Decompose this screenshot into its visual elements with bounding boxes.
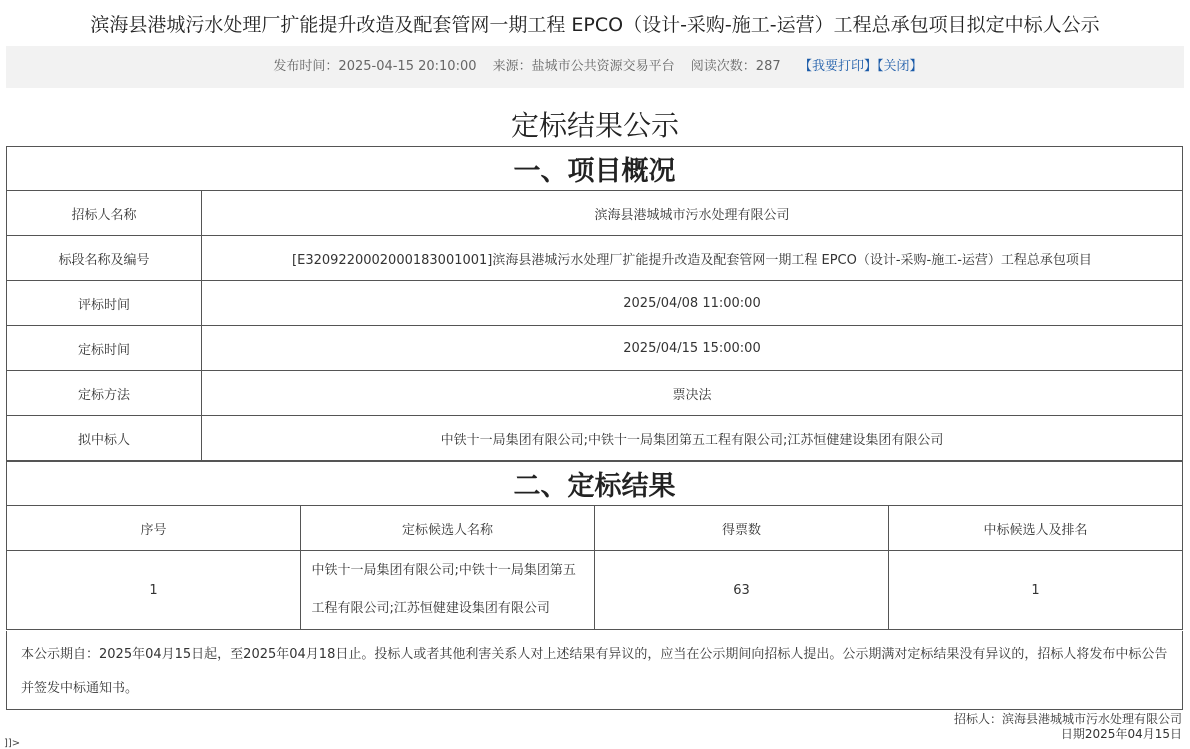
cell-candidate (301, 551, 595, 630)
table-row (7, 191, 1183, 236)
cell-votes: 63 (595, 551, 889, 630)
row-label: 拟中标人 (7, 416, 202, 461)
table-row (7, 371, 1183, 416)
candidate-name: 中铁十一局集团有限公司;中铁十一局集团第五工程有限公司;江苏恒健建设集团有限公司 (311, 563, 576, 616)
column-header: 中标候选人及排名 (889, 506, 1183, 551)
cell-rank: 1 (889, 551, 1183, 630)
section-heading: 二、定标结果 (7, 462, 1183, 506)
table-row (7, 416, 1183, 461)
table-row (7, 281, 1183, 326)
row-value: 票决法 (202, 371, 1183, 416)
column-header: 定标候选人名称 (301, 506, 595, 551)
page-title: 滨海县港城污水处理厂扩能提升改造及配套管网一期工程 EPCO（设计-采购-施工-运营）工程总承包项目拟定中标人公示 (90, 14, 1100, 36)
publicity-notice: 本公示期自：2025年04月15日起，至2025年04月18日止。投标人或者其他利害关系人对上述结果有异议的，应当在公示期间向招标人提出。公示期满对定标结果没有异议的，招标人将发布中标公告并签发中标通知书。 (6, 631, 1183, 710)
tenderer-signature: 招标人：滨海县港城城市污水处理有限公司 (953, 712, 1182, 726)
row-label: 定标方法 (7, 371, 202, 416)
document-title: 定标结果公示 (510, 109, 679, 142)
table-header-row (7, 506, 1183, 551)
row-value: [E3209220002000183001001]滨海县港城污水处理厂扩能提升改造及配套管网一期工程 EPCO（设计-采购-施工-运营）工程总承包项目 (202, 236, 1183, 281)
publish-time: 发布时间：2025-04-15 20:10:00 (273, 59, 477, 74)
article-meta-bar (6, 46, 1184, 88)
signature-date: 日期2025年04月15日 (1060, 727, 1182, 741)
table-row (7, 326, 1183, 371)
source: 来源：盐城市公共资源交易平台 (492, 59, 675, 74)
row-label: 标段名称及编号 (7, 236, 202, 281)
row-value: 2025/04/08 11:00:00 (202, 281, 1183, 326)
table-row (7, 551, 1183, 630)
row-value: 2025/04/15 15:00:00 (202, 326, 1183, 371)
table-row (7, 236, 1183, 281)
project-overview-table (6, 146, 1183, 461)
print-link[interactable]: 【我要打印】 (799, 59, 878, 74)
award-result-table (6, 461, 1183, 630)
row-label: 定标时间 (7, 326, 202, 371)
stray-markup-text: ]]> (4, 738, 21, 749)
row-label: 招标人名称 (7, 191, 202, 236)
row-value: 中铁十一局集团有限公司;中铁十一局集团第五工程有限公司;江苏恒健建设集团有限公司 (202, 416, 1183, 461)
view-count: 阅读次数：287 (690, 59, 781, 74)
column-header: 序号 (7, 506, 301, 551)
row-label: 评标时间 (7, 281, 202, 326)
cell-number: 1 (7, 551, 301, 630)
close-link[interactable]: 【关闭】 (877, 59, 923, 74)
row-value: 滨海县港城城市污水处理有限公司 (202, 191, 1183, 236)
column-header: 得票数 (595, 506, 889, 551)
section-heading: 一、项目概况 (7, 147, 1183, 191)
